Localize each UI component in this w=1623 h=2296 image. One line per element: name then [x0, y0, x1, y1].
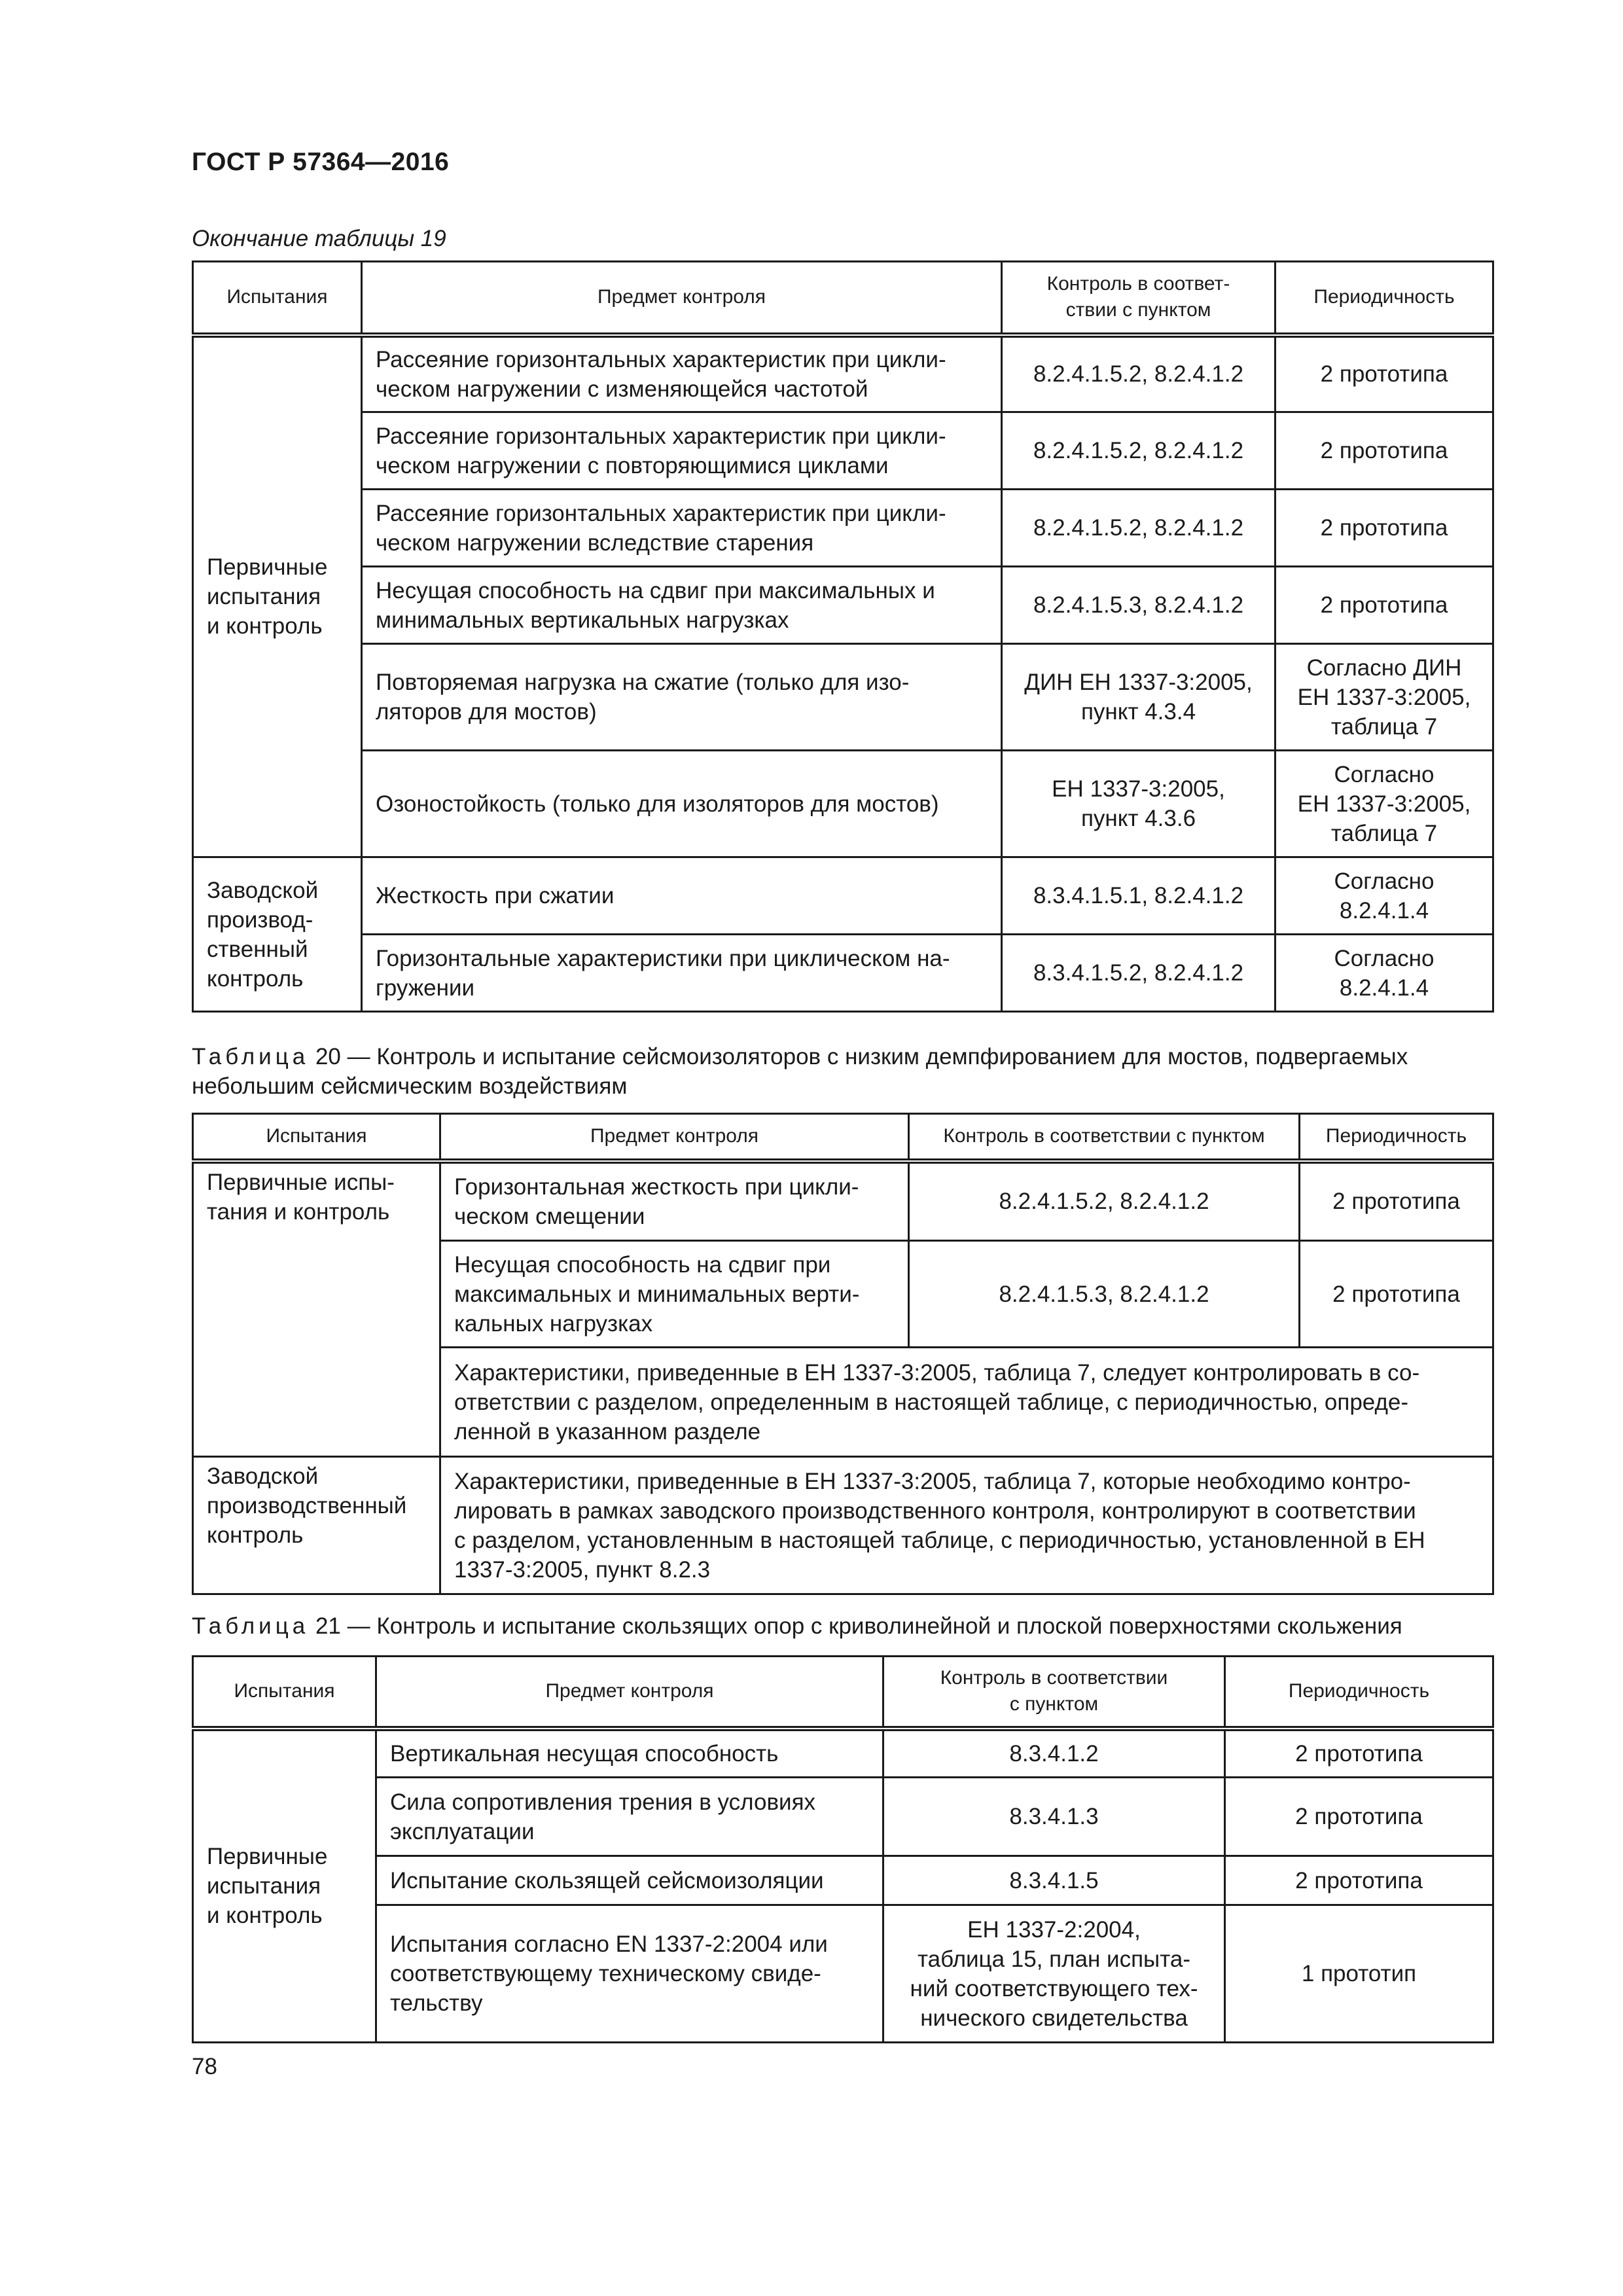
- table-19: [192, 260, 1494, 1013]
- table-cell-periodicity: 2 прототипа: [1275, 567, 1493, 644]
- col-header-tests: Испытания: [193, 1657, 376, 1729]
- table-cell-reference: 8.3.4.1.5.1, 8.2.4.1.2: [1002, 857, 1275, 935]
- group-factory-control: Заводской производ- ственный контроль: [193, 857, 362, 1012]
- table-cell-subject: Испытания согласно EN 1337-2:2004 или соответствующему техническому свиде- тельству: [376, 1905, 883, 2043]
- table-cell-reference: ЕН 1337-2:2004, таблица 15, план испыта- ний соответствующего тех- нического свидетельства: [883, 1905, 1225, 2043]
- table-cell-periodicity: 2 прототипа: [1275, 335, 1493, 412]
- table-cell-subject: Повторяемая нагрузка на сжатие (только для изо- ляторов для мостов): [362, 644, 1002, 751]
- table-cell-periodicity: 2 прототипа: [1275, 412, 1493, 490]
- table-21: [192, 1655, 1494, 2043]
- table-cell-periodicity: Согласно ЕН 1337-3:2005, таблица 7: [1275, 751, 1493, 857]
- col-header-tests: Испытания: [193, 1114, 440, 1161]
- table-note-initial: Характеристики, приведенные в ЕН 1337-3:2005, таблица 7, следует контролировать в со- ответствии с разделом, определенным в настоящей таблице, с периодичностью, опреде- ленной в указанном разделе: [440, 1348, 1493, 1457]
- table-cell-subject: Несущая способность на сдвиг при максимальных и минимальных вертикальных нагрузках: [362, 567, 1002, 644]
- table-cell-periodicity: 2 прототипа: [1225, 1856, 1493, 1905]
- table-cell-reference: ДИН ЕН 1337-3:2005, пункт 4.3.4: [1002, 644, 1275, 751]
- table-cell-periodicity: 1 прототип: [1225, 1905, 1493, 2043]
- table-cell-subject: Рассеяние горизонтальных характеристик при цикли- ческом нагружении вследствие старения: [362, 490, 1002, 567]
- table-cell-periodicity: 2 прототипа: [1225, 1729, 1493, 1778]
- col-header-reference: Контроль в соответ- ствии с пунктом: [1002, 262, 1275, 335]
- table-cell-subject: Сила сопротивления трения в условиях эксплуатации: [376, 1778, 883, 1856]
- table-cell-periodicity: 2 прототипа: [1225, 1778, 1493, 1856]
- group-initial-tests: Первичные испы- тания и контроль: [193, 1161, 440, 1457]
- table21-caption: Таблица 21 — Контроль и испытание скользящих опор с криволинейной и плоской поверхностями скольжения: [192, 1613, 1402, 1639]
- table-cell-reference: 8.2.4.1.5.2, 8.2.4.1.2: [909, 1161, 1300, 1241]
- table-cell-reference: 8.2.4.1.5.2, 8.2.4.1.2: [1002, 490, 1275, 567]
- table-cell-periodicity: Согласно 8.2.4.1.4: [1275, 935, 1493, 1012]
- table-cell-subject: Горизонтальные характеристики при циклическом на- гружении: [362, 935, 1002, 1012]
- table-cell-reference: ЕН 1337-3:2005, пункт 4.3.6: [1002, 751, 1275, 857]
- table-cell-subject: Рассеяние горизонтальных характеристик при цикли- ческом нагружении с повторяющимися циклами: [362, 412, 1002, 490]
- col-header-periodicity: Периодичность: [1300, 1114, 1493, 1161]
- table-cell-periodicity: 2 прототипа: [1300, 1241, 1493, 1348]
- table-cell-periodicity: 2 прототипа: [1300, 1161, 1493, 1241]
- table-cell-periodicity: Согласно 8.2.4.1.4: [1275, 857, 1493, 935]
- table-cell-reference: 8.2.4.1.5.2, 8.2.4.1.2: [1002, 335, 1275, 412]
- table-cell-reference: 8.2.4.1.5.3, 8.2.4.1.2: [909, 1241, 1300, 1348]
- table-cell-reference: 8.3.4.1.3: [883, 1778, 1225, 1856]
- table-cell-subject: Вертикальная несущая способность: [376, 1729, 883, 1778]
- group-initial-tests: Первичные испытания и контроль: [193, 335, 362, 857]
- col-header-reference: Контроль в соответствии с пунктом: [883, 1657, 1225, 1729]
- table-cell-subject: Несущая способность на сдвиг при максимальных и минимальных верти- кальных нагрузках: [440, 1241, 909, 1348]
- table20-caption: Таблица 20 — Контроль и испытание сейсмоизоляторов с низким демпфированием для мостов, подвергаемых небольшим сейсмическим воздействиям: [192, 1044, 1408, 1099]
- col-header-periodicity: Периодичность: [1225, 1657, 1493, 1729]
- table-20: [192, 1113, 1494, 1595]
- group-initial-tests: Первичные испытания и контроль: [193, 1729, 376, 2043]
- group-factory-control: Заводской производственный контроль: [193, 1457, 440, 1594]
- table-cell-subject: Озоностойкость (только для изоляторов для мостов): [362, 751, 1002, 857]
- table-cell-reference: 8.2.4.1.5.2, 8.2.4.1.2: [1002, 412, 1275, 490]
- col-header-periodicity: Периодичность: [1275, 262, 1493, 335]
- col-header-reference: Контроль в соответствии с пунктом: [909, 1114, 1300, 1161]
- document-header: ГОСТ Р 57364—2016: [192, 148, 450, 176]
- table-cell-reference: 8.2.4.1.5.3, 8.2.4.1.2: [1002, 567, 1275, 644]
- col-header-subject: Предмет контроля: [440, 1114, 909, 1161]
- page-number: 78: [192, 2054, 217, 2079]
- table-note-factory: Характеристики, приведенные в ЕН 1337-3:2005, таблица 7, которые необходимо контро- лировать в рамках заводского производственного контроля, контролируют в соответствии с разделом, установленным в настоящей таблице, с периодичностью, установленной в ЕН 1337-3:2005, пункт 8.2.3: [440, 1457, 1493, 1594]
- table-cell-subject: Рассеяние горизонтальных характеристик при цикли- ческом нагружении с изменяющейся частотой: [362, 335, 1002, 412]
- table-cell-reference: 8.3.4.1.5: [883, 1856, 1225, 1905]
- table-cell-periodicity: 2 прототипа: [1275, 490, 1493, 567]
- table-cell-subject: Жесткость при сжатии: [362, 857, 1002, 935]
- col-header-subject: Предмет контроля: [376, 1657, 883, 1729]
- table-cell-reference: 8.3.4.1.5.2, 8.2.4.1.2: [1002, 935, 1275, 1012]
- table-cell-subject: Горизонтальная жесткость при цикли- ческом смещении: [440, 1161, 909, 1241]
- table-cell-subject: Испытание скользящей сейсмоизоляции: [376, 1856, 883, 1905]
- table19-caption: Окончание таблицы 19: [192, 226, 446, 251]
- col-header-subject: Предмет контроля: [362, 262, 1002, 335]
- col-header-tests: Испытания: [193, 262, 362, 335]
- table-cell-reference: 8.3.4.1.2: [883, 1729, 1225, 1778]
- table-cell-periodicity: Согласно ДИН ЕН 1337-3:2005, таблица 7: [1275, 644, 1493, 751]
